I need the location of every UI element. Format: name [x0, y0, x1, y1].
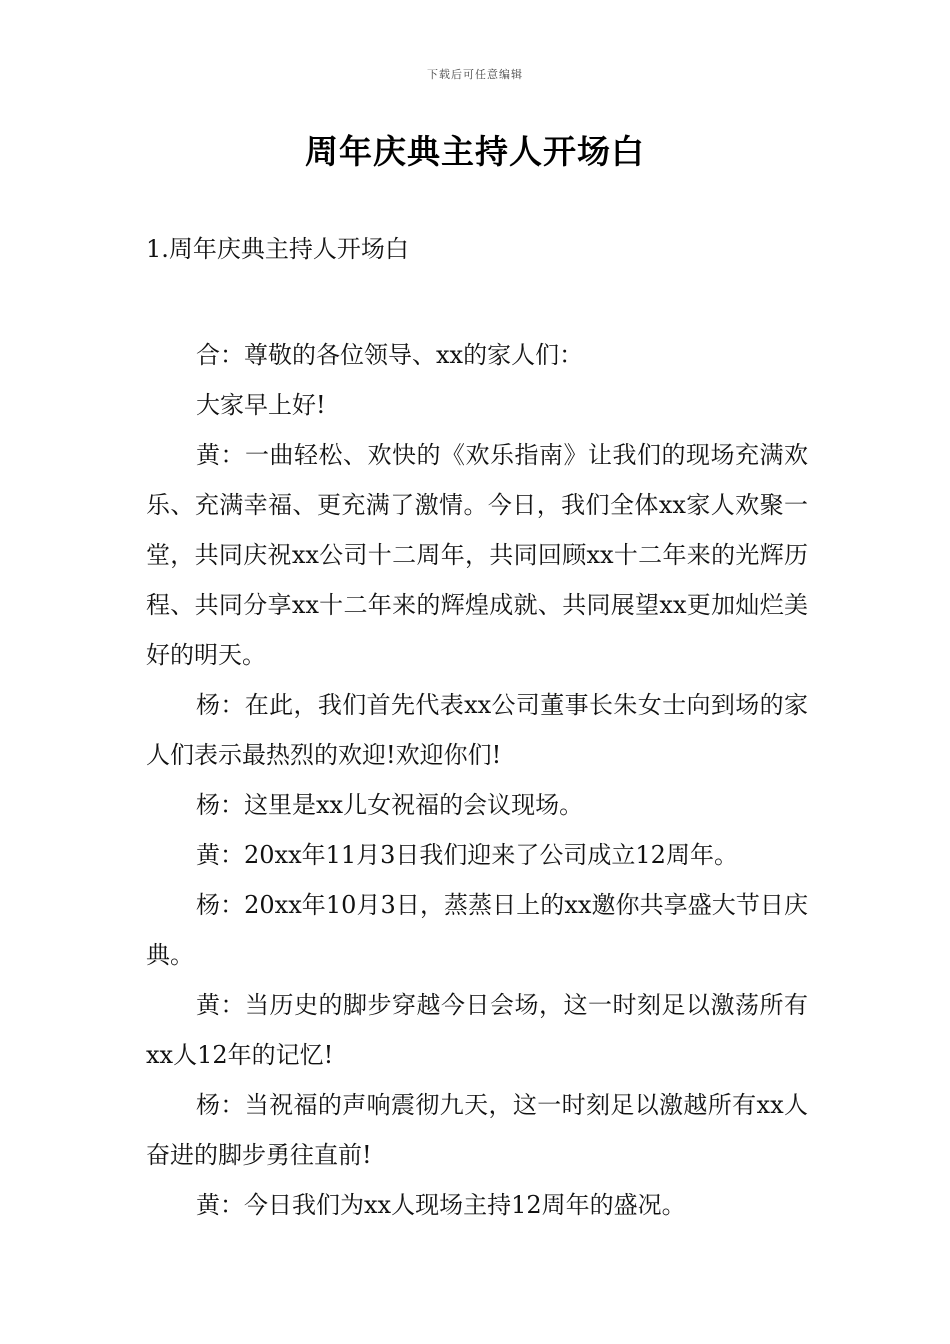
- paragraph-anniversary-huang: 黄：20xx年11月3日我们迎来了公司成立12周年。: [196, 841, 738, 869]
- paragraph-hosting-huang: 黄：今日我们为xx人现场主持12周年的盛况。: [196, 1191, 686, 1219]
- paragraph-celebration-yang: 杨：20xx年10月3日，蒸蒸日上的xx邀你共享盛大节日庆典。: [146, 891, 808, 969]
- paragraph-opening-huang: 黄：一曲轻松、欢快的《欢乐指南》让我们的现场充满欢乐、充满幸福、更充满了激情。今日，我们全体xx家人欢聚一堂，共同庆祝xx公司十二周年，共同回顾xx十二年来的光辉历程、共同分享xx十二年来的辉煌成就、共同展望xx更加灿烂美好的明天。: [146, 441, 808, 669]
- document-title: 周年庆典主持人开场白: [305, 132, 645, 171]
- body-text: [146, 330, 808, 1230]
- header-note: 下载后可任意编辑: [427, 68, 523, 81]
- paragraph-greeting: 合：尊敬的各位领导、xx的家人们：: [196, 341, 584, 369]
- paragraph-good-morning: 大家早上好!: [196, 391, 326, 419]
- paragraph-memory-huang: 黄：当历史的脚步穿越今日会场，这一时刻足以激荡所有xx人12年的记忆!: [146, 991, 808, 1069]
- section-heading: 1.周年庆典主持人开场白: [146, 235, 409, 263]
- paragraph-venue-yang: 杨：这里是xx儿女祝福的会议现场。: [196, 791, 584, 819]
- paragraph-welcome-yang: 杨：在此，我们首先代表xx公司董事长朱女士向到场的家人们表示最热烈的欢迎!欢迎你们!: [146, 691, 808, 769]
- paragraph-blessing-yang: 杨：当祝福的声响震彻九天，这一时刻足以激越所有xx人奋进的脚步勇往直前!: [146, 1091, 808, 1169]
